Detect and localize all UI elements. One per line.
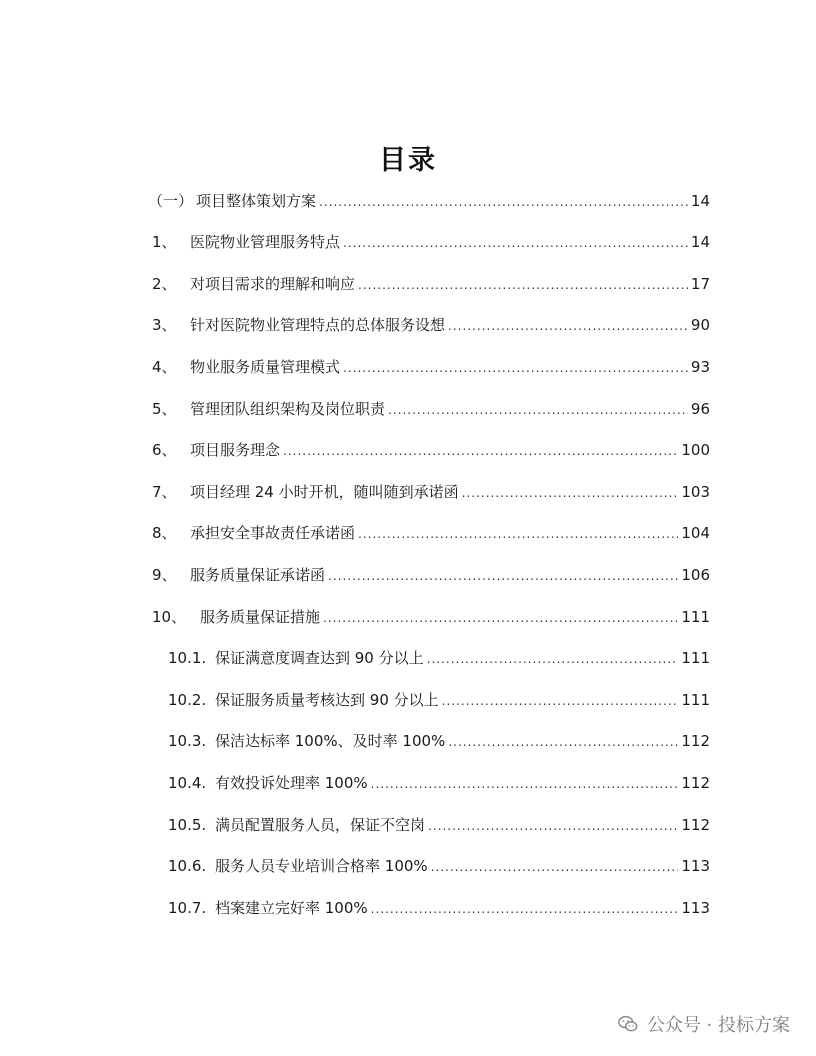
toc-entry-number: 10.2. [168,691,207,709]
toc-entry-page: 14 [690,233,710,251]
toc-subentry[interactable] [168,813,710,837]
toc-entry-number: 10、 [152,608,187,626]
toc-entry-title: 项目服务理念 [190,441,281,459]
toc-entry-number: 8、 [152,524,177,542]
toc-entry-page: 96 [690,400,710,418]
toc-entry-number: 2、 [152,275,177,293]
toc-entry-title: 保证满意度调查达到 90 分以上 [215,649,424,667]
toc-entry-page: 106 [681,566,710,584]
toc-entry-page: 104 [681,524,710,542]
toc-entry-title: 满员配置服务人员，保证不空岗 [215,816,426,834]
toc-subentry[interactable] [168,729,710,753]
toc-entry[interactable] [152,521,710,545]
toc-entry-page: 112 [681,732,710,750]
toc-subentry[interactable] [168,646,710,670]
toc-entry-number: 9、 [152,566,177,584]
toc-leader-dots [343,356,688,380]
toc-entry[interactable] [152,605,710,629]
toc-entry-title: 项目经理 24 小时开机，随叫随到承诺函 [190,483,459,501]
toc-leader-dots [319,190,688,214]
watermark-text: 公众号 · 投标方案 [646,1015,790,1036]
toc-leader-dots [427,647,679,671]
toc-entry[interactable] [152,355,710,379]
toc-entry-number: （一） [148,192,194,210]
toc-entry[interactable] [152,230,710,254]
toc-entry-number: 4、 [152,358,177,376]
toc-leader-dots [358,522,678,546]
toc-leader-dots [358,273,688,297]
toc-entry-number: 7、 [152,483,177,501]
toc-leader-dots [462,481,679,505]
toc-entry-page: 17 [690,275,710,293]
toc-entry-title: 服务质量保证措施 [200,608,321,626]
toc-entry-title: 有效投诉处理率 100% [215,774,368,792]
toc-entry-number: 10.3. [168,732,207,750]
toc-leader-dots [428,814,678,838]
toc-entry-page: 111 [681,691,710,709]
toc-entry[interactable] [152,313,710,337]
toc-entry-page: 100 [681,441,710,459]
toc-entry-title: 服务人员专业培训合格率 100% [215,857,428,875]
toc-entry[interactable] [148,189,710,213]
toc-entry-number: 6、 [152,441,177,459]
toc-entry-page: 93 [690,358,710,376]
toc-entry-title: 保洁达标率 100%、及时率 100% [215,732,446,750]
toc-leader-dots [328,564,678,588]
toc-leader-dots [448,314,688,338]
toc-entry-number: 10.7. [168,899,207,917]
toc-entry-title: 针对医院物业管理特点的总体服务设想 [190,316,446,334]
toc-entry[interactable] [152,438,710,462]
toc-entry-title: 管理团队组织架构及岗位职责 [190,400,386,418]
toc-entry-page: 103 [681,483,710,501]
toc-entry-page: 112 [681,774,710,792]
toc-entry-page: 90 [690,316,710,334]
toc-leader-dots [283,439,678,463]
page-title: 目录 [379,145,437,176]
toc-entry-title: 保证服务质量考核达到 90 分以上 [215,691,439,709]
toc-leader-dots [323,606,678,630]
toc-subentry[interactable] [168,896,710,920]
toc-entry-title: 档案建立完好率 100% [215,899,368,917]
toc-leader-dots [388,398,688,422]
toc-entry-number: 10.6. [168,857,207,875]
toc-leader-dots [431,855,679,879]
toc-subentry[interactable] [168,688,710,712]
toc-entry-title: 物业服务质量管理模式 [190,358,341,376]
watermark [617,1010,790,1038]
toc-entry[interactable] [152,397,710,421]
toc-subentry[interactable] [168,854,710,878]
toc-leader-dots [371,897,679,921]
toc-entry-title: 服务质量保证承诺函 [190,566,326,584]
toc-entry-page: 113 [681,899,710,917]
toc-entry-page: 111 [681,608,710,626]
toc-entry-number: 10.1. [168,649,207,667]
toc-entry-title: 对项目需求的理解和响应 [190,275,356,293]
toc-leader-dots [448,730,678,754]
toc-leader-dots [343,231,688,255]
toc-subentry[interactable] [168,771,710,795]
toc-leader-dots [442,689,679,713]
toc-entry-number: 1、 [152,233,177,251]
toc-entry-number: 10.4. [168,774,207,792]
toc-leader-dots [371,772,679,796]
toc-entry-number: 5、 [152,400,177,418]
toc-entry-page: 113 [681,857,710,875]
toc-entry[interactable] [152,563,710,587]
toc-entry[interactable] [152,272,710,296]
toc-entry-page: 111 [681,649,710,667]
toc-entry[interactable] [152,480,710,504]
toc-entry-page: 14 [690,192,710,210]
toc-entry-number: 3、 [152,316,177,334]
toc-entry-page: 112 [681,816,710,834]
toc-entry-title: 医院物业管理服务特点 [190,233,341,251]
toc-entry-title: 承担安全事故责任承诺函 [190,524,356,542]
toc-entry-title: 项目整体策划方案 [196,192,317,210]
wechat-icon [617,1013,639,1035]
toc-entry-number: 10.5. [168,816,207,834]
